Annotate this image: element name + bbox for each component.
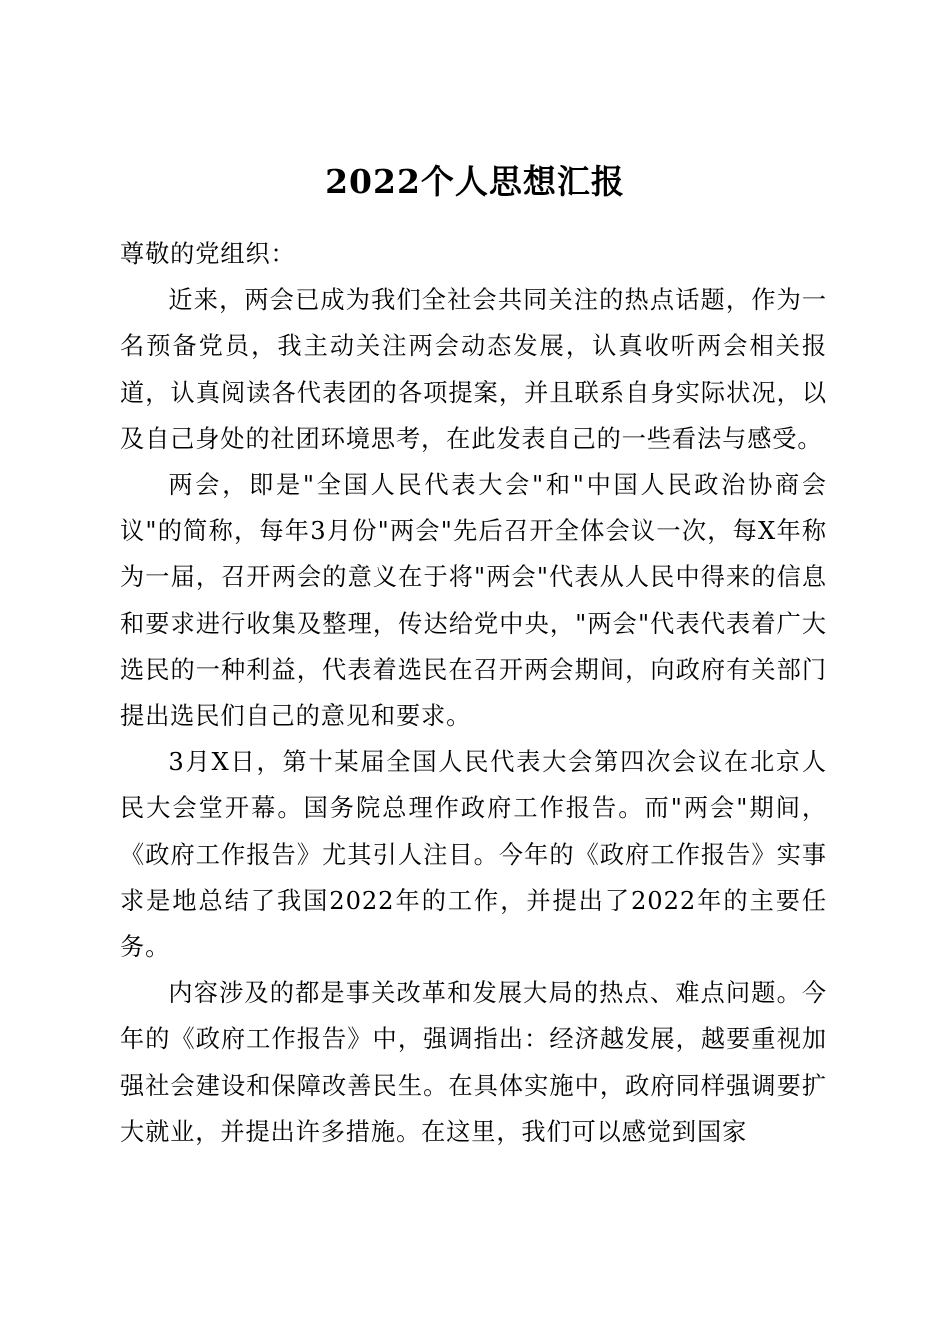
salutation: 尊敬的党组织： bbox=[120, 240, 296, 268]
paragraph-1: 近来，两会已成为我们全社会共同关注的热点话题，作为一名预备党员，我主动关注两会动态发展，认真收听两会相关报道，认真阅读各代表团的各项提案，并且联系自身实际状况，以及自己身处的社团环境思考，在此发表自己的一些看法与感受。 bbox=[120, 286, 827, 453]
document-title: 2022个人思想汇报 bbox=[325, 162, 625, 202]
document-body bbox=[120, 231, 827, 1155]
paragraph-4: 内容涉及的都是事关改革和发展大局的热点、难点问题。今年的《政府工作报告》中，强调指出：经济越发展，越要重视加强社会建设和保障改善民生。在具体实施中，政府同样强调要扩大就业，并提出许多措施。在这里，我们可以感觉到国家 bbox=[120, 979, 827, 1146]
paragraph-3: 3月X日，第十某届全国人民代表大会第四次会议在北京人民大会堂开幕。国务院总理作政府工作报告。而"两会"期间，《政府工作报告》尤其引人注目。今年的《政府工作报告》实事求是地总结了我国2022年的工作，并提出了2022年的主要任务。 bbox=[120, 748, 827, 962]
paragraph-2: 两会，即是"全国人民代表大会"和"中国人民政治协商会议"的简称，每年3月份"两会"先后召开全体会议一次，每X年称为一届，召开两会的意义在于将"两会"代表从人民中得来的信息和要求进行收集及整理，传达给党中央，"两会"代表代表着广大选民的一种利益，代表着选民在召开两会期间，向政府有关部门提出选民们自己的意见和要求。 bbox=[120, 471, 827, 731]
